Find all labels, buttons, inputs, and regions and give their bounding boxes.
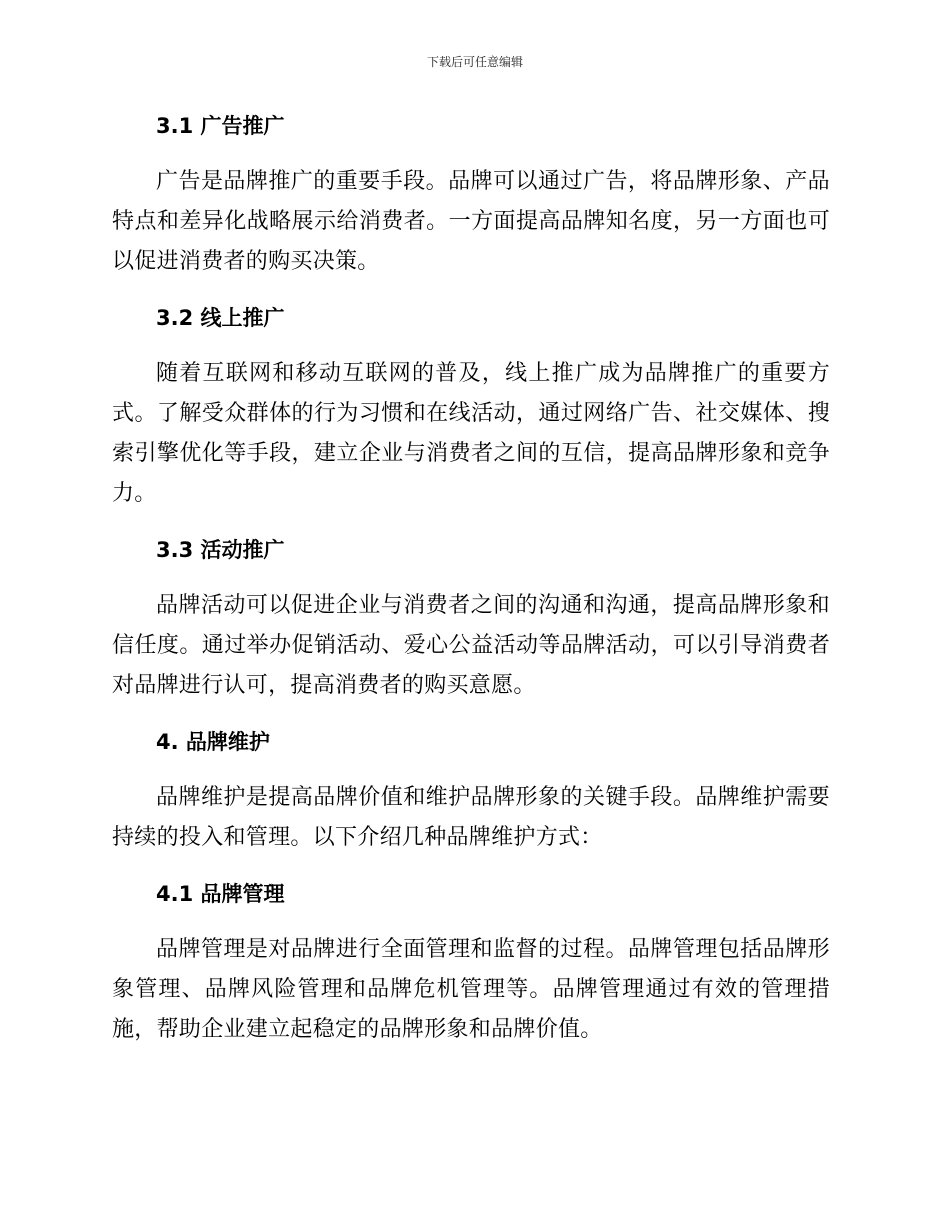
section-heading-3-1: 3.1 广告推广 — [156, 114, 285, 138]
section-heading-4-1: 4.1 品牌管理 — [156, 882, 285, 906]
page-header: 下载后可任意编辑 — [426, 55, 523, 69]
section-heading-3-2: 3.2 线上推广 — [156, 306, 285, 330]
section-heading-4: 4. 品牌维护 — [156, 730, 270, 754]
section-paragraph-3-1: 广告是品牌推广的重要手段。品牌可以通过广告，将品牌形象、产品特点和差异化战略展示给消费者。一方面提高品牌知名度，另一方面也可以促进消费者的购买决策。 — [112, 169, 830, 274]
section-paragraph-3-2: 随着互联网和移动互联网的普及，线上推广成为品牌推广的重要方式。了解受众群体的行为习惯和在线活动，通过网络广告、社交媒体、搜索引擎优化等手段，建立企业与消费者之间的互信，提高品牌形象和竞争力。 — [112, 361, 830, 506]
section-paragraph-4: 品牌维护是提高品牌价值和维护品牌形象的关键手段。品牌维护需要持续的投入和管理。以下介绍几种品牌维护方式： — [112, 785, 830, 850]
section-paragraph-4-1: 品牌管理是对品牌进行全面管理和监督的过程。品牌管理包括品牌形象管理、品牌风险管理和品牌危机管理等。品牌管理通过有效的管理措施，帮助企业建立起稳定的品牌形象和品牌价值。 — [112, 937, 830, 1042]
section-paragraph-3-3: 品牌活动可以促进企业与消费者之间的沟通和沟通，提高品牌形象和信任度。通过举办促销活动、爱心公益活动等品牌活动，可以引导消费者对品牌进行认可，提高消费者的购买意愿。 — [112, 593, 830, 698]
document-body — [112, 110, 830, 1070]
section-heading-3-3: 3.3 活动推广 — [156, 538, 285, 562]
